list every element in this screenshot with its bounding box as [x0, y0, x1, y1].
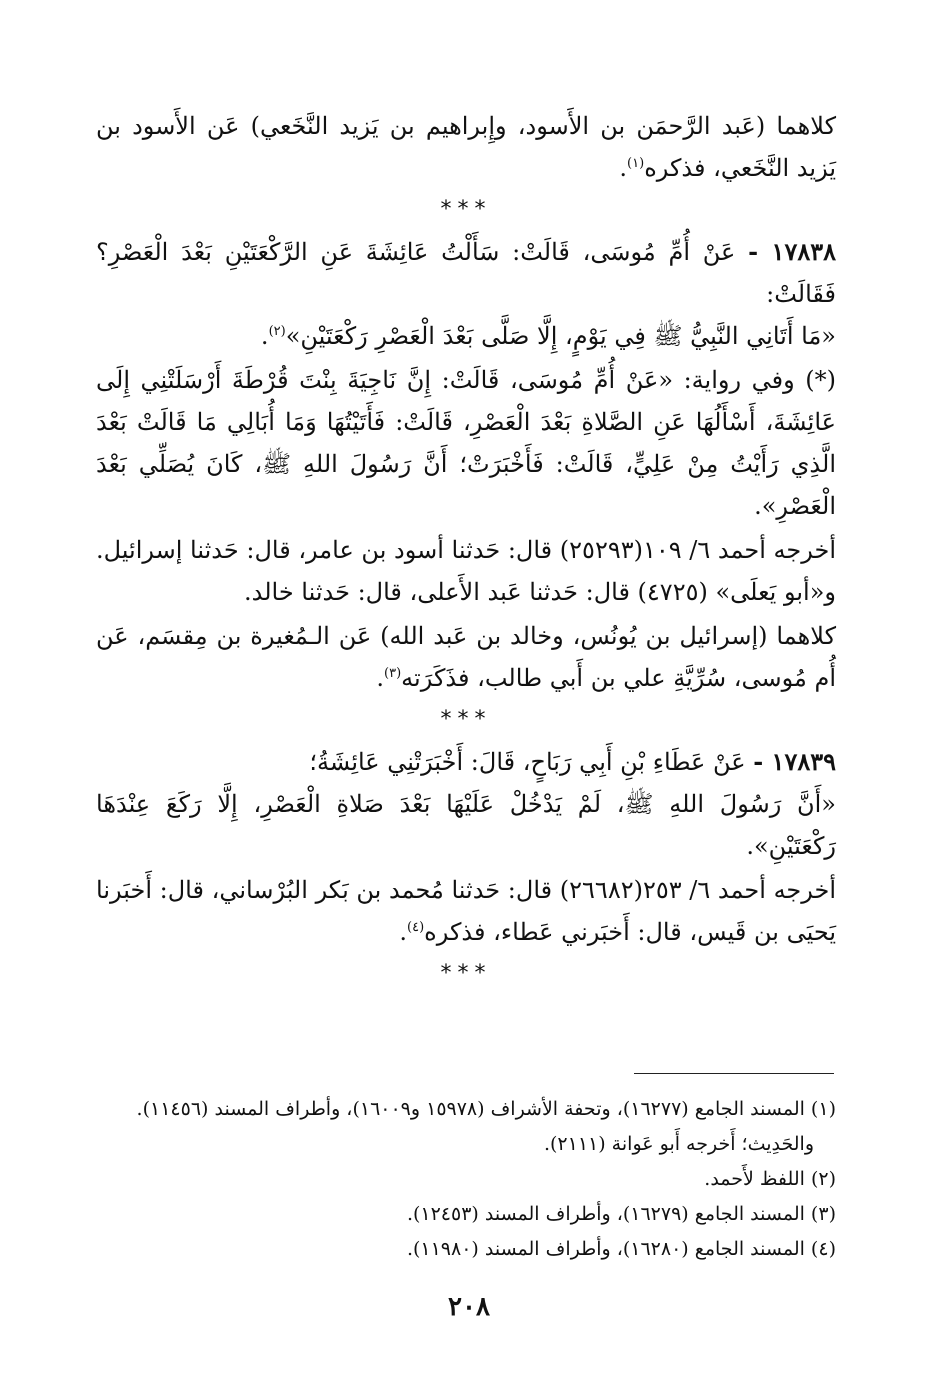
hadith-17839-takhrij — [96, 869, 836, 953]
hadith-text: عَنْ عَطَاءِ بْنِ أَبِي رَبَاحٍ، قَالَ: أَخْبَرَتْنِي عَائِشَةُ؛ — [309, 748, 746, 776]
footnote-ref-3[interactable]: (٣) — [384, 666, 402, 681]
hadith-17838-quote — [96, 315, 836, 357]
footnote-3: (٣) المسند الجامع (١٦٢٧٩)، وأطراف المسند (١٢٤٥٣). — [406, 1203, 836, 1225]
takhrij-text: أخرجه أحمد ٦/ ٢٥٣(٢٦٦٨٢) قال: حَدثنا مُحمد بن بَكر البُرْساني، قال: أَخبَرنا يَحيَى بن قَيس، قال: أَخبَرني عَطاء، فذكره — [96, 876, 837, 946]
section-separator: *** — [440, 961, 492, 986]
punctuation: . — [260, 322, 269, 350]
quote-text: «مَا أَتَانِي النَّبِيُّ ﷺ فِي يَوْمٍ، إِلَّا صَلَّى بَعْدَ الْعَصْرِ رَكْعَتَيْنِ» — [285, 322, 836, 350]
footnote-divider — [634, 1073, 834, 1074]
footnote-1: (١) المسند الجامع (١٦٢٧٧)، وتحفة الأشراف (١٥٩٧٨ و١٦٠٠٩)، وأطراف المسند (١١٤٥٦). — [136, 1098, 836, 1120]
page-number: ٢٠٨ — [448, 1292, 490, 1322]
footnote-ref-1[interactable]: (١) — [627, 156, 645, 171]
footnotes — [96, 1092, 836, 1267]
hadith-17839-quote: «أَنَّ رَسُولَ اللهِ ﷺ، لَمْ يَدْخُلْ عَلَيْهَا بَعْدَ صَلاةِ الْعَصْرِ، إِلَّا رَكَعَ عِنْدَهَا رَكْعَتَيْنِ». — [96, 790, 836, 860]
hadith-17838-chain — [96, 615, 836, 699]
punctuation: . — [399, 918, 408, 946]
punctuation: . — [376, 664, 385, 692]
footnote-4: (٤) المسند الجامع (١٦٢٨٠)، وأطراف المسند (١١٩٨٠). — [406, 1238, 836, 1260]
hadith-17838-heading — [96, 231, 836, 315]
section-separator: *** — [440, 707, 492, 732]
footnote-1-continuation: والحَدِيث؛ أَخرجه أَبو عَوانة (٢١١١). — [543, 1133, 814, 1155]
hadith-number: ١٧٨٣٩ - — [753, 747, 836, 776]
section-separator: *** — [440, 197, 492, 222]
hadith-17838-alternate-narration: (*) وفي رواية: «عَنْ أُمِّ مُوسَى، قَالَتْ: إِنَّ نَاجِيَةَ بِنْتَ قُرْطَةَ أَرْسَلَتْنِي إِلَى عَائِشَةَ، أَسْأَلُهَا عَنِ الصَّلاةِ بَعْدَ الْعَصْرِ، قَالَتْ: فَأَتَيْتُهَا وَمَا أُبَالِي مَا قَالَتْ بَعْدَ الَّذِي رَأَيْتُ مِنْ عَلِيٍّ، قَالَتْ: فَأَخْبَرَتْ؛ أَنَّ رَسُولَ اللهِ ﷺ، كَانَ يُصَلِّي بَعْدَ الْعَصْرِ». — [96, 366, 836, 520]
footnote-ref-2[interactable]: (٢) — [268, 324, 286, 339]
punctuation: . — [619, 154, 628, 182]
hadith-17838-takhrij: أخرجه أحمد ٦/ ١٠٩(٢٥٢٩٣) قال: حَدثنا أسود بن عامر، قال: حَدثنا إسرائيل. و«أبو يَعلَى» (٤٧٢٥) قال: حَدثنا عَبد الأَعلى، قال: حَدثنا خالد. — [96, 536, 836, 606]
paragraph-text: كلاهما (عَبد الرَّحمَن بن الأَسود، وإِبراهيم بن يَزيد النَّخَعي) عَن الأَسود بن يَزيد النَّخَعي، فذكره — [96, 112, 836, 182]
footnote-2: (٢) اللفظ لأَحمد. — [704, 1168, 836, 1190]
hadith-number: ١٧٨٣٨ - — [748, 237, 836, 266]
chain-text: كلاهما (إسرائيل بن يُونُس، وخالد بن عَبد الله) عَن الـمُغيرة بن مِقسَم، عَن أُم مُوسى، سُرِّيَّةِ علي بن أَبي طالب، فذَكَرَته — [96, 622, 836, 692]
paragraph-chain-aswad — [96, 105, 836, 189]
hadith-text: عَنْ أُمِّ مُوسَى، قَالَتْ: سَأَلْتُ عَائِشَةَ عَنِ الرَّكْعَتَيْنِ بَعْدَ الْعَصْرِ؟ فَقَالَتْ: — [96, 238, 836, 308]
footnote-ref-4[interactable]: (٤) — [407, 920, 425, 935]
hadith-17839-heading — [96, 741, 836, 783]
main-text — [96, 105, 836, 995]
